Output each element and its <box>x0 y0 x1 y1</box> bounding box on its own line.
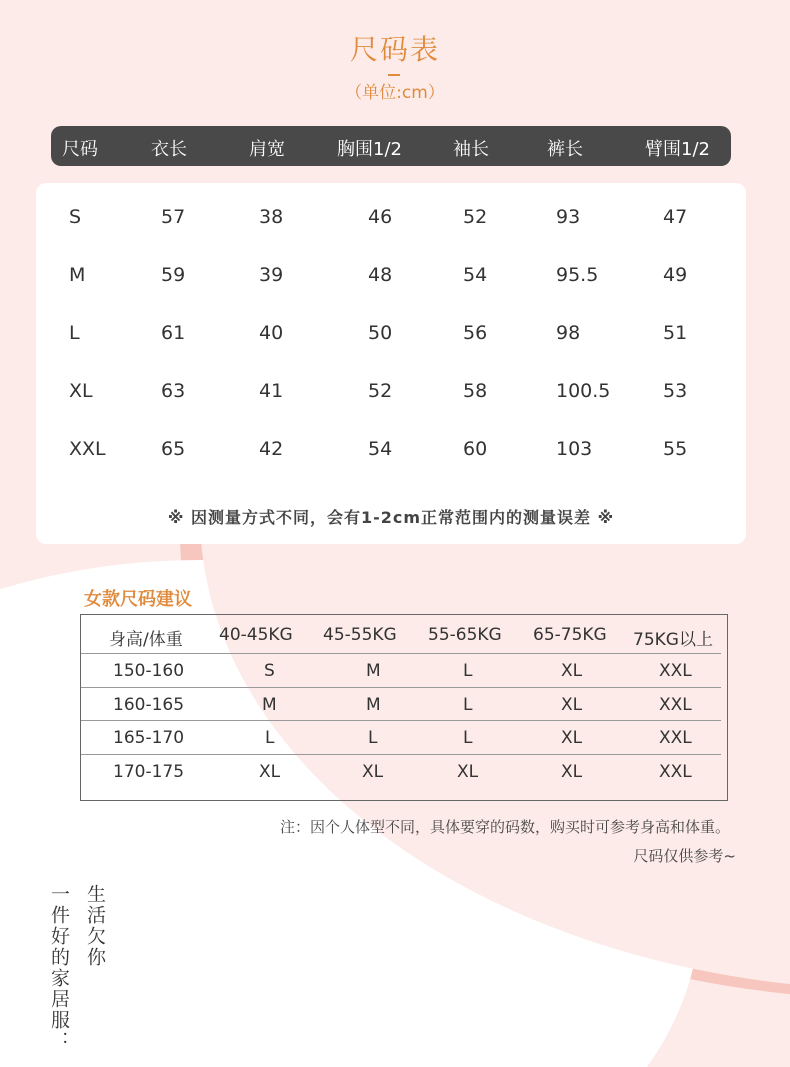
table-row <box>36 206 746 232</box>
table-cell: 52 <box>368 380 393 402</box>
header-cell: 胸围1/2 <box>337 139 402 160</box>
slogan-line-1: 生活欠你 <box>84 884 106 968</box>
table-cell: L <box>463 695 473 715</box>
table-cell: L <box>463 728 473 748</box>
table-cell: 49 <box>663 264 688 286</box>
size-table-header <box>51 126 731 166</box>
table-cell: 63 <box>161 380 186 402</box>
table-cell: 58 <box>463 380 488 402</box>
page-title: 尺码表 <box>349 33 440 66</box>
table-cell: XL <box>362 762 384 782</box>
table-row <box>36 322 746 348</box>
table-cell: 93 <box>556 206 581 228</box>
header-cell: 身高/体重 <box>109 630 183 650</box>
table-cell: XL <box>561 728 583 748</box>
table-cell: XXL <box>659 762 692 782</box>
table-cell: 54 <box>368 438 393 460</box>
title-divider <box>388 74 400 76</box>
table-cell: 98 <box>556 322 581 344</box>
table-cell: XL <box>561 762 583 782</box>
table-row <box>36 264 746 290</box>
header-cell: 臂围1/2 <box>645 139 710 160</box>
table-cell: 150-160 <box>113 661 185 681</box>
table-cell: L <box>265 728 275 748</box>
header-cell: 65-75KG <box>533 625 607 645</box>
slogan-line-2: 一件好的家居服： <box>48 884 70 1052</box>
table-cell: XL <box>561 661 583 681</box>
table-cell: XL <box>69 380 93 402</box>
table-cell: 59 <box>161 264 186 286</box>
table-cell: 38 <box>259 206 284 228</box>
row-divider <box>81 653 721 654</box>
table-cell: 65 <box>161 438 186 460</box>
table-cell: 165-170 <box>113 728 185 748</box>
header-cell: 裤长 <box>547 139 583 160</box>
table-cell: 61 <box>161 322 186 344</box>
header-cell: 肩宽 <box>249 139 285 160</box>
table-cell: L <box>463 661 473 681</box>
table-cell: 46 <box>368 206 393 228</box>
table-cell: 103 <box>556 438 593 460</box>
table-cell: M <box>262 695 277 715</box>
row-divider <box>81 754 721 755</box>
row-divider <box>81 720 721 721</box>
header-cell: 袖长 <box>453 139 489 160</box>
table-cell: S <box>69 206 82 228</box>
reference-note: 尺码仅供参考~ <box>633 847 736 865</box>
table-cell: 53 <box>663 380 688 402</box>
table-cell: 52 <box>463 206 488 228</box>
header-cell: 45-55KG <box>323 625 397 645</box>
table-cell: S <box>264 661 275 681</box>
table-cell: 55 <box>663 438 688 460</box>
table-cell: 47 <box>663 206 688 228</box>
row-divider <box>81 687 721 688</box>
measurement-note: ※ 因测量方式不同，会有1-2cm正常范围内的测量误差 ※ <box>167 508 615 527</box>
table-cell: 39 <box>259 264 284 286</box>
header-cell: 55-65KG <box>428 625 502 645</box>
table-cell: 40 <box>259 322 284 344</box>
header-cell: 衣长 <box>151 139 187 160</box>
table-cell: L <box>368 728 378 748</box>
table-cell: M <box>366 695 381 715</box>
table-cell: 54 <box>463 264 488 286</box>
table-cell: 95.5 <box>556 264 599 286</box>
table-cell: XL <box>561 695 583 715</box>
table-cell: 48 <box>368 264 393 286</box>
table-cell: XL <box>457 762 479 782</box>
recommend-table <box>80 614 728 801</box>
table-cell: XXL <box>659 661 692 681</box>
header-cell: 尺码 <box>62 139 98 160</box>
size-table-body <box>36 183 746 544</box>
table-cell: 100.5 <box>556 380 611 402</box>
header-cell: 40-45KG <box>219 625 293 645</box>
table-cell: XXL <box>659 695 692 715</box>
unit-label: （单位:cm） <box>345 83 445 103</box>
table-cell: M <box>69 264 86 286</box>
table-cell: 42 <box>259 438 284 460</box>
table-cell: M <box>366 661 381 681</box>
recommend-title: 女款尺码建议 <box>84 589 192 610</box>
table-cell: 60 <box>463 438 488 460</box>
table-cell: 41 <box>259 380 284 402</box>
fit-note: 注：因个人体型不同，具体要穿的码数，购买时可参考身高和体重。 <box>279 818 730 836</box>
table-cell: 57 <box>161 206 186 228</box>
header-cell: 75KG以上 <box>633 630 713 650</box>
table-cell: 170-175 <box>113 762 185 782</box>
table-cell: XL <box>259 762 281 782</box>
table-cell: XXL <box>69 438 106 460</box>
table-cell: L <box>69 322 80 344</box>
table-cell: 56 <box>463 322 488 344</box>
table-cell: XXL <box>659 728 692 748</box>
table-cell: 160-165 <box>113 695 185 715</box>
table-cell: 50 <box>368 322 393 344</box>
table-cell: 51 <box>663 322 688 344</box>
table-row <box>36 438 746 464</box>
table-row <box>36 380 746 406</box>
